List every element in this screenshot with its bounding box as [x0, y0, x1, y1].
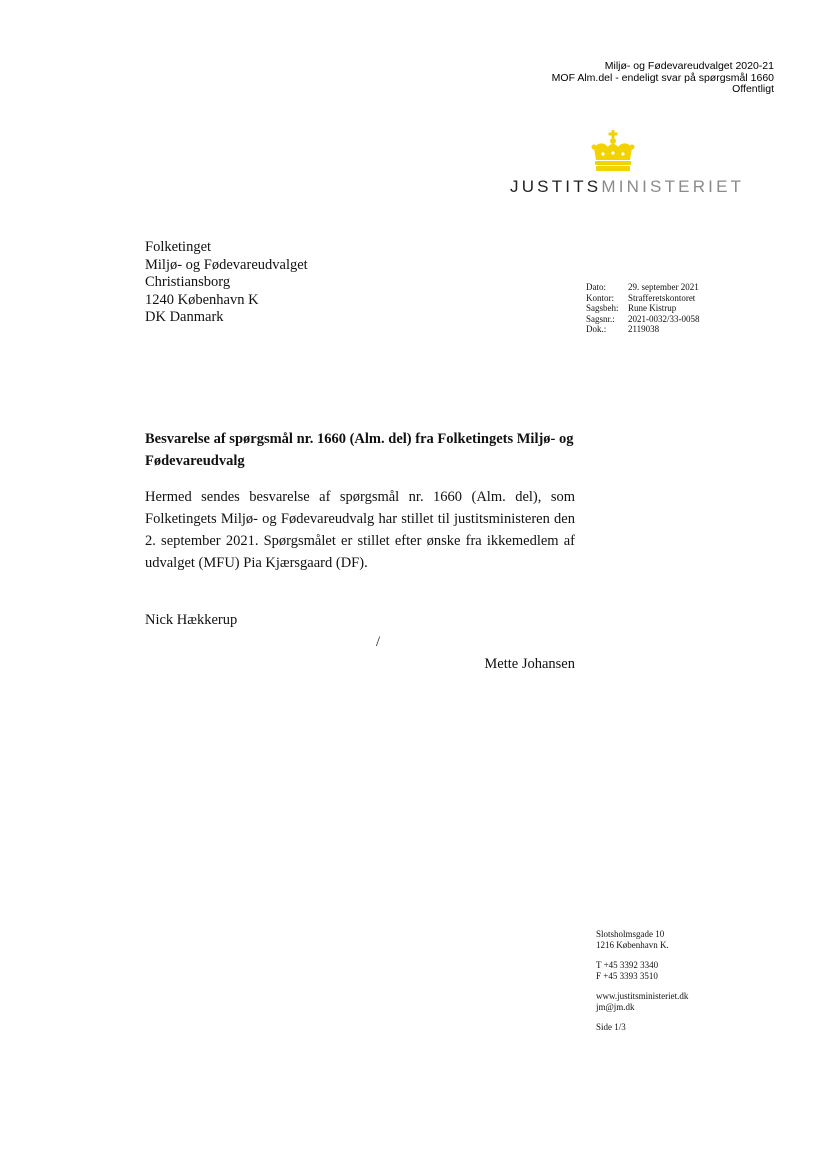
info-label: Kontor:	[586, 292, 614, 303]
page-number: Side 1/3	[596, 1022, 626, 1032]
recipient-address	[145, 239, 308, 327]
footer-address-line: Slotsholmsgade 10	[596, 929, 665, 939]
signature-separator: /	[376, 634, 381, 650]
crown-icon	[590, 130, 636, 172]
logo-word-ministeriet: MINISTERIET	[601, 177, 745, 196]
ministry-contact-footer	[596, 929, 688, 1033]
recipient-line: Miljø- og Fødevareudvalget	[145, 256, 308, 273]
signer-official: Mette Johansen	[484, 656, 575, 672]
logo-word-justits: JUSTITS	[510, 177, 602, 196]
info-value: 2119038	[628, 324, 660, 334]
header-line-committee: Miljø- og Fødevareudvalget 2020-21	[604, 60, 774, 72]
info-value: Strafferetskontoret	[628, 292, 696, 303]
recipient-line: Christiansborg	[145, 274, 231, 290]
info-label: Dok.:	[586, 324, 607, 334]
footer-email: jm@jm.dk	[596, 1001, 635, 1012]
footer-phone: T +45 3392 3340	[596, 960, 659, 970]
signer-minister: Nick Hækkerup	[145, 612, 238, 628]
info-value: 2021-0032/33-0058	[628, 313, 700, 324]
info-label: Sagsnr.:	[586, 313, 615, 324]
info-row	[586, 282, 700, 293]
recipient-line: Folketinget	[145, 239, 212, 255]
logo-wordmark	[510, 177, 744, 197]
footer-fax: F +45 3393 3510	[596, 970, 658, 981]
document-header-meta	[552, 61, 774, 96]
header-line-reference: MOF Alm.del - endeligt svar på spørgsmål 1660	[551, 71, 774, 84]
footer-website: www.justitsministeriet.dk	[596, 991, 689, 1001]
recipient-line: 1240 København K	[145, 291, 259, 308]
recipient-line: DK Danmark	[145, 309, 224, 325]
info-row	[586, 293, 700, 304]
info-value: Rune Kistrup	[628, 303, 677, 313]
case-info-block	[586, 282, 700, 335]
letter-subject: Besvarelse af spørgsmål nr. 1660 (Alm. del) fra Folketingets Miljø- og Fødevareudvalg	[145, 431, 574, 469]
info-row	[586, 303, 700, 314]
info-label: Sagsbeh:	[586, 303, 619, 313]
case-info-table	[586, 282, 700, 335]
info-row	[586, 314, 700, 325]
letter-body: Hermed sendes besvarelse af spørgsmål nr. 1660 (Alm. del), som Folketingets Miljø- og Fødevareudvalg har stillet til justitsministeren den 2. september 2021. Spørgsmålet er stillet efter ønske fra ikkemedlem af udvalget (MFU) Pia Kjærsgaard (DF).	[145, 489, 575, 571]
justitsministeriet-logo	[510, 130, 745, 200]
info-label: Dato:	[586, 282, 606, 292]
info-value: 29. september 2021	[628, 282, 699, 292]
footer-address-line: 1216 København K.	[596, 939, 669, 950]
info-row	[586, 324, 700, 335]
header-line-status: Offentligt	[732, 83, 774, 95]
